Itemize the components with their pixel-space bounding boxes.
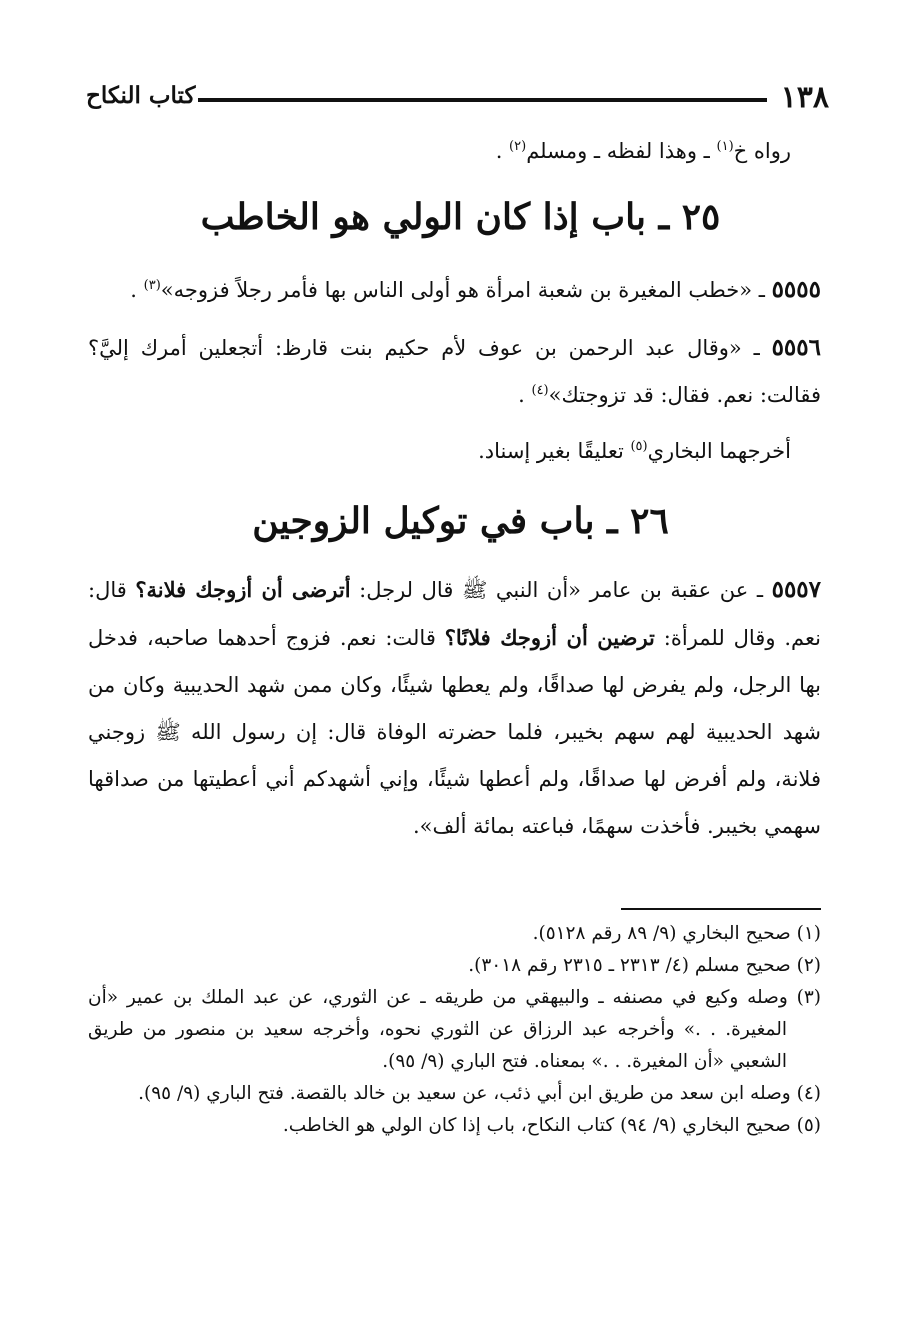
hadith-text-part-3: قالت: نعم. فزوج أحدهما صاحبه، فدخل بها الرجل، ولم يفرض لها صداقًا، ولم يعطها شيئًا، وكان ممن شهد الحديبية وكان من شهد الحديبية لهم سهم بخيبر، فلما حضرته الوفاة قال: إن رسول الله ﷺ زوجني فلانة، ولم أفرض لها صداقًا، ولم أعطها شيئًا، وإني أشهدكم أني أعطيتها من صداقها سهمي بخيبر. فأخذت سهمًا، فباعته بمائة ألف». (88, 626, 821, 838)
footnote-ref-2[interactable]: (٢) (509, 139, 527, 154)
intro-line (88, 128, 791, 175)
footnote-3: (٣) وصله وكيع في مصنفه ـ والبيهقي من طريقه ـ عن الثوري، عن عبد الملك بن عمير «أن المغيرة. . .» وأخرجه عبد الرزاق عن الثوري نحوه، وأخرجه سعيد بن منصور من طريق الشعبي «أن المغيرة. . .» بمعناه. فتح الباري (٩/ ٩٥). (88, 987, 821, 1072)
prophet-question-1: أترضى أن أزوجك فلانة؟ (135, 577, 351, 602)
footnote-divider (621, 908, 821, 910)
footnote-5: (٥) صحيح البخاري (٩/ ٩٤) كتاب النكاح، باب إذا كان الولي هو الخاطب. (282, 1115, 821, 1136)
intro-text-a: رواه خ (733, 139, 791, 163)
hadith-number: ٥٥٥٥ (771, 276, 821, 303)
page-header (86, 80, 829, 120)
takhrij-text-a: أخرجهما البخاري (647, 439, 791, 463)
hadith-text: ـ «وقال عبد الرحمن بن عوف لأم حكيم بنت قارظ: أتجعلين أمرك إليَّ؟ فقالت: نعم. فقال: قد تزوجتك» (88, 336, 821, 407)
prophet-question-2: ترضين أن أزوجك فلانًا؟ (444, 625, 655, 650)
hadith-text-part-1: ـ عن عقبة بن عامر «أن النبي ﷺ قال لرجل: (350, 578, 772, 602)
hadith-end: . (130, 278, 144, 302)
footnote-ref-4[interactable]: (٤) (531, 383, 549, 398)
takhrij-text-b: تعليقًا بغير إسناد. (478, 439, 631, 463)
chapter-heading-26: ٢٦ ـ باب في توكيل الزوجين (252, 500, 669, 542)
page-number: ١٣٨ (780, 80, 829, 115)
footnote-4: (٤) وصله ابن سعد من طريق ابن أبي ذئب، عن سعيد بن خالد بالقصة. فتح الباري (٩/ ٩٥). (138, 1083, 821, 1104)
footnotes (88, 918, 821, 1142)
hadith-5557 (88, 566, 821, 850)
hadith-number: ٥٥٥٦ (771, 334, 821, 361)
header-rule (198, 98, 767, 102)
hadith-5555 (88, 266, 821, 314)
footnote-ref-1[interactable]: (١) (716, 139, 734, 154)
hadith-5556 (88, 324, 821, 419)
footnote-ref-3[interactable]: (٣) (143, 278, 161, 293)
footnote-ref-5[interactable]: (٥) (630, 439, 648, 454)
intro-text-b: ـ وهذا لفظه ـ ومسلم (526, 139, 717, 163)
hadith-text-part-2: قال: نعم. وقال للمرأة: (88, 578, 821, 650)
intro-text-c: . (495, 139, 510, 163)
takhrij-line (88, 428, 791, 475)
chapter-heading-25: ٢٥ ـ باب إذا كان الولي هو الخاطب (200, 196, 721, 238)
footnote-2: (٢) صحيح مسلم (٤/ ٢٣١٣ ـ ٢٣١٥ رقم ٣٠١٨). (468, 955, 821, 976)
hadith-text: ـ «خطب المغيرة بن شعبة امرأة هو أولى الناس بها فأمر رجلاً فزوجه» (160, 278, 772, 302)
running-title: كتاب النكاح (86, 82, 196, 109)
footnote-1: (١) صحيح البخاري (٩/ ٨٩ رقم ٥١٢٨). (532, 923, 821, 944)
hadith-end: . (518, 383, 532, 407)
hadith-number: ٥٥٥٧ (771, 576, 822, 603)
